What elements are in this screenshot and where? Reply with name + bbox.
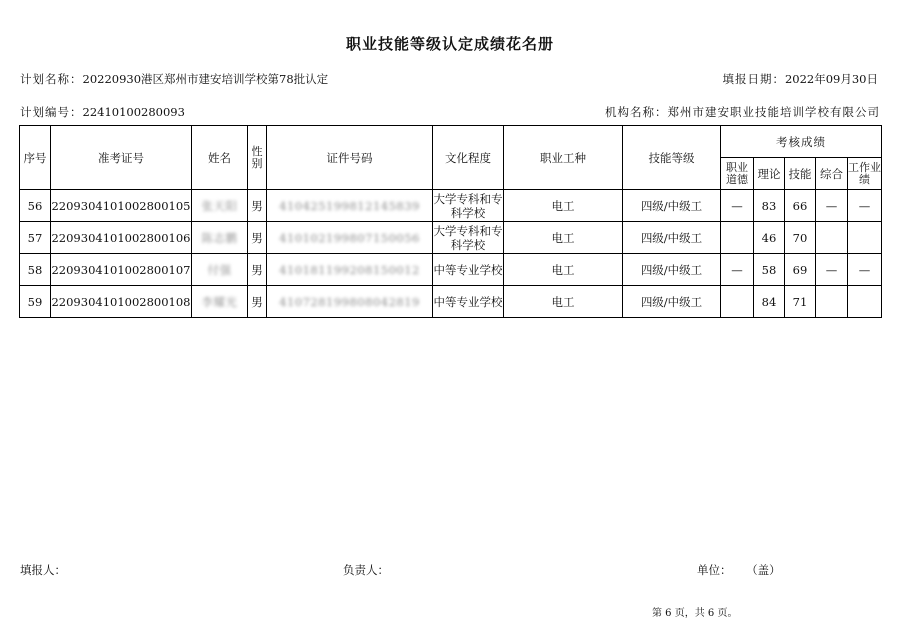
- cell-theory: 84: [754, 286, 785, 318]
- header-seq: 序号: [20, 126, 51, 190]
- cell-education: 大学专科和专科学校: [433, 191, 503, 220]
- organization: [605, 104, 880, 120]
- cell-work-performance: [848, 286, 882, 318]
- cell-education: 中等专业学校: [433, 254, 504, 286]
- page-title: 职业技能等级认定成绩花名册: [345, 35, 554, 53]
- blurred-name: 李耀光: [201, 294, 238, 309]
- cell-name: [192, 254, 248, 286]
- cell-name: [192, 286, 248, 318]
- cell-level: 四级/中级工: [623, 190, 721, 222]
- cell-education: 中等专业学校: [433, 286, 504, 318]
- plan-name: [20, 71, 328, 87]
- cell-occupation: 电工: [504, 286, 623, 318]
- blurred-name: 张天阳: [201, 198, 238, 213]
- cell-id-no: [267, 222, 433, 254]
- cell-gender: 男: [248, 254, 267, 286]
- plan-name-label: 计划名称：: [20, 72, 83, 86]
- blurred-id-no: 410425199812145839: [279, 198, 420, 213]
- leader-label: 负责人：: [343, 563, 389, 577]
- report-date-label: 填报日期：: [722, 72, 785, 86]
- cell-theory: 83: [754, 190, 785, 222]
- header-level: 技能等级: [623, 126, 721, 190]
- header-name: 姓名: [192, 126, 248, 190]
- table-row: [20, 222, 882, 254]
- blurred-name: 陈志鹏: [201, 230, 238, 245]
- cell-name: [192, 190, 248, 222]
- cell-seq: 58: [20, 254, 51, 286]
- cell-theory: 46: [754, 222, 785, 254]
- plan-number-value: 22410100280093: [82, 105, 185, 119]
- cell-level: 四级/中级工: [623, 286, 721, 318]
- cell-occupation: 电工: [504, 190, 623, 222]
- cell-occupation: 电工: [504, 254, 623, 286]
- cell-work-performance: —: [848, 190, 882, 222]
- cell-comprehensive: [816, 222, 848, 254]
- cell-name: [192, 222, 248, 254]
- header-gender: 性别: [248, 126, 267, 190]
- blurred-id-no: 410102199807150056: [279, 230, 420, 245]
- cell-exam-no: 2209304101002800106: [51, 222, 192, 254]
- leader-signature: [343, 562, 389, 578]
- cell-ethics: —: [721, 190, 754, 222]
- cell-skill: 69: [785, 254, 816, 286]
- header-work-performance: 工作业绩: [848, 158, 882, 190]
- cell-level: 四级/中级工: [623, 254, 721, 286]
- cell-comprehensive: —: [816, 190, 848, 222]
- filler-signature: [20, 562, 66, 578]
- cell-level: 四级/中级工: [623, 222, 721, 254]
- header-ethics: 职业道德: [721, 158, 754, 190]
- table-header-row: [20, 126, 882, 158]
- cell-id-no: [267, 254, 433, 286]
- cell-id-no: [267, 190, 433, 222]
- cell-theory: 58: [754, 254, 785, 286]
- header-comprehensive: 综合: [816, 158, 848, 190]
- organization-label: 机构名称：: [605, 105, 668, 119]
- cell-education: 大学专科和专科学校: [433, 223, 503, 252]
- cell-ethics: [721, 286, 754, 318]
- score-roster-table: [19, 125, 882, 318]
- plan-name-value: 20220930港区郑州市建安培训学校第78批认定: [82, 72, 329, 86]
- header-skill: 技能: [785, 158, 816, 190]
- cell-skill: 70: [785, 222, 816, 254]
- cell-gender: 男: [248, 222, 267, 254]
- page-number: 第 6 页，共 6 页。: [652, 608, 738, 619]
- header-theory: 理论: [754, 158, 785, 190]
- plan-number: [20, 104, 185, 120]
- cell-ethics: —: [721, 254, 754, 286]
- cell-exam-no: 2209304101002800108: [51, 286, 192, 318]
- report-date-value: 2022年09月30日: [784, 72, 878, 86]
- cell-ethics: [721, 222, 754, 254]
- header-occupation: 职业工种: [504, 126, 623, 190]
- cell-occupation: 电工: [504, 222, 623, 254]
- cell-id-no: [267, 286, 433, 318]
- cell-gender: 男: [248, 190, 267, 222]
- cell-exam-no: 2209304101002800107: [51, 254, 192, 286]
- header-id-no: 证件号码: [267, 126, 433, 190]
- blurred-name: 付强: [207, 262, 232, 277]
- cell-comprehensive: —: [816, 254, 848, 286]
- filler-label: 填报人：: [20, 563, 66, 577]
- unit-seal: [697, 562, 781, 578]
- plan-number-label: 计划编号：: [20, 105, 83, 119]
- cell-work-performance: [848, 222, 882, 254]
- cell-skill: 66: [785, 190, 816, 222]
- cell-work-performance: —: [848, 254, 882, 286]
- cell-comprehensive: [816, 286, 848, 318]
- cell-exam-no: 220930410100280010​5: [51, 190, 192, 222]
- header-exam-no: 准考证号: [51, 126, 192, 190]
- cell-seq: 59: [20, 286, 51, 318]
- cell-gender: 男: [248, 286, 267, 318]
- table-row: [20, 190, 882, 222]
- table-row: [20, 254, 882, 286]
- header-education: 文化程度: [433, 126, 504, 190]
- blurred-id-no: 410728199808042819: [279, 294, 420, 309]
- table-row: [20, 286, 882, 318]
- blurred-id-no: 410181199208150012: [279, 262, 420, 277]
- cell-seq: 57: [20, 222, 51, 254]
- seal-text: （盖）: [746, 563, 781, 577]
- cell-skill: 71: [785, 286, 816, 318]
- cell-seq: 56: [20, 190, 51, 222]
- report-date: [722, 71, 878, 87]
- header-scores-group: 考核成绩: [721, 126, 882, 158]
- unit-label: 单位：: [697, 563, 732, 577]
- organization-value: 郑州市建安职业技能培训学校有限公司: [667, 105, 880, 119]
